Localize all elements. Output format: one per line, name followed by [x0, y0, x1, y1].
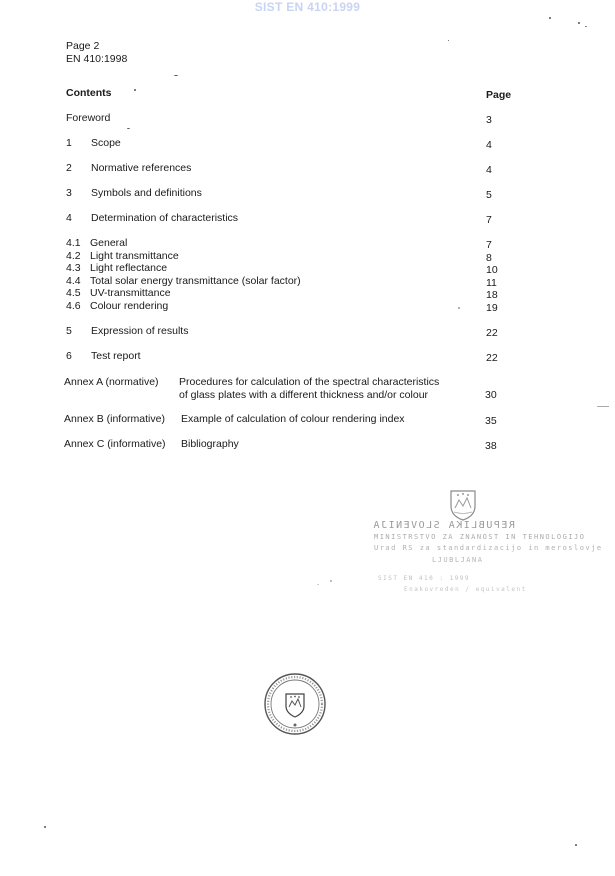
toc-entry-title: UV-transmittance: [90, 287, 171, 299]
toc-entry-page: 22: [486, 352, 498, 364]
toc-entry-title: Expression of results: [91, 325, 189, 337]
annex-label: Annex B (informative): [64, 413, 165, 425]
scan-speck: [575, 844, 577, 846]
round-seal-icon: [263, 672, 327, 736]
toc-entry-page: 10: [486, 264, 498, 276]
stamp-line: LJUBLJANA: [432, 556, 484, 564]
coat-of-arms-icon: [448, 488, 478, 522]
toc-entry-title: Determination of characteristics: [91, 212, 239, 224]
annex-title-line2: of glass plates with a different thickness and/or colour: [179, 389, 429, 401]
annex-page: 35: [485, 415, 497, 427]
stamp-line: REPUBLIKA SLOVENIJA: [372, 520, 515, 531]
annex-label: Annex A (normative): [64, 376, 159, 388]
scan-speck: [585, 26, 587, 27]
stamp-line: Urad RS za standardizacijo in meroslovje: [374, 544, 603, 552]
stamp-line: Enakovreden / equivalent: [404, 586, 527, 593]
annex-title-line1: Procedures for calculation of the spectral characteristics: [179, 376, 440, 388]
toc-entry-number: 4.6: [66, 300, 81, 312]
toc-entry-title: Foreword: [66, 112, 111, 124]
scan-speck: [127, 128, 130, 129]
toc-entry-page: 19: [486, 302, 498, 314]
toc-entry-number: 4.4: [66, 275, 81, 287]
toc-entry-page: 11: [486, 277, 497, 289]
toc-entry-page: 7: [486, 214, 492, 226]
toc-entry-number: 4.1: [66, 237, 81, 249]
scan-speck: [44, 826, 46, 828]
page-number: Page 2: [66, 40, 100, 52]
stamp-line: MINISTRSTVO ZA ZNANOST IN TEHNOLOGIJO: [374, 533, 586, 541]
toc-entry-title: Light reflectance: [90, 262, 168, 274]
scan-speck: [134, 89, 136, 91]
contents-title: Contents: [66, 87, 112, 99]
scan-speck: [317, 584, 319, 585]
toc-entry-title: Total solar energy transmittance (solar factor): [90, 275, 301, 287]
standard-id: EN 410:1998: [66, 53, 128, 65]
toc-entry-number: 1: [66, 137, 72, 149]
toc-entry-number: 4.2: [66, 250, 81, 262]
page-column-heading: Page: [486, 89, 512, 101]
annex-title: Bibliography: [181, 438, 239, 450]
toc-entry-page: 7: [486, 239, 492, 251]
scan-speck: [174, 75, 178, 76]
scan-speck: [549, 17, 551, 19]
toc-entry-page: 4: [486, 139, 492, 151]
toc-entry-page: 18: [486, 289, 498, 301]
scan-speck: [597, 406, 609, 407]
toc-entry-number: 4.5: [66, 287, 81, 299]
toc-entry-number: 4: [66, 212, 72, 224]
toc-entry-title: General: [90, 237, 128, 249]
scan-speck: [448, 40, 449, 41]
toc-entry-page: 4: [486, 164, 492, 176]
annex-title: Example of calculation of colour rendering index: [181, 413, 405, 425]
toc-entry-title: Colour rendering: [90, 300, 169, 312]
toc-entry-title: Symbols and definitions: [91, 187, 202, 199]
toc-entry-number: 6: [66, 350, 72, 362]
stamp-line: SIST EN 410 : 1999: [378, 575, 471, 582]
toc-entry-page: 22: [486, 327, 498, 339]
scan-speck: [458, 307, 460, 309]
watermark: SIST EN 410:1999: [254, 0, 361, 14]
toc-entry-title: Test report: [91, 350, 141, 362]
annex-label: Annex C (informative): [64, 438, 166, 450]
toc-entry-page: 8: [486, 252, 492, 264]
toc-entry-title: Normative references: [91, 162, 192, 174]
toc-entry-page: 5: [486, 189, 492, 201]
scan-speck: [330, 580, 332, 582]
toc-entry-number: 2: [66, 162, 72, 174]
scan-speck: [578, 22, 580, 24]
toc-entry-number: 5: [66, 325, 72, 337]
toc-entry-title: Scope: [91, 137, 121, 149]
annex-page: 30: [485, 389, 497, 401]
toc-entry-number: 3: [66, 187, 72, 199]
annex-page: 38: [485, 440, 497, 452]
toc-entry-title: Light transmittance: [90, 250, 179, 262]
toc-entry-page: 3: [486, 114, 492, 126]
toc-entry-number: 4.3: [66, 262, 81, 274]
